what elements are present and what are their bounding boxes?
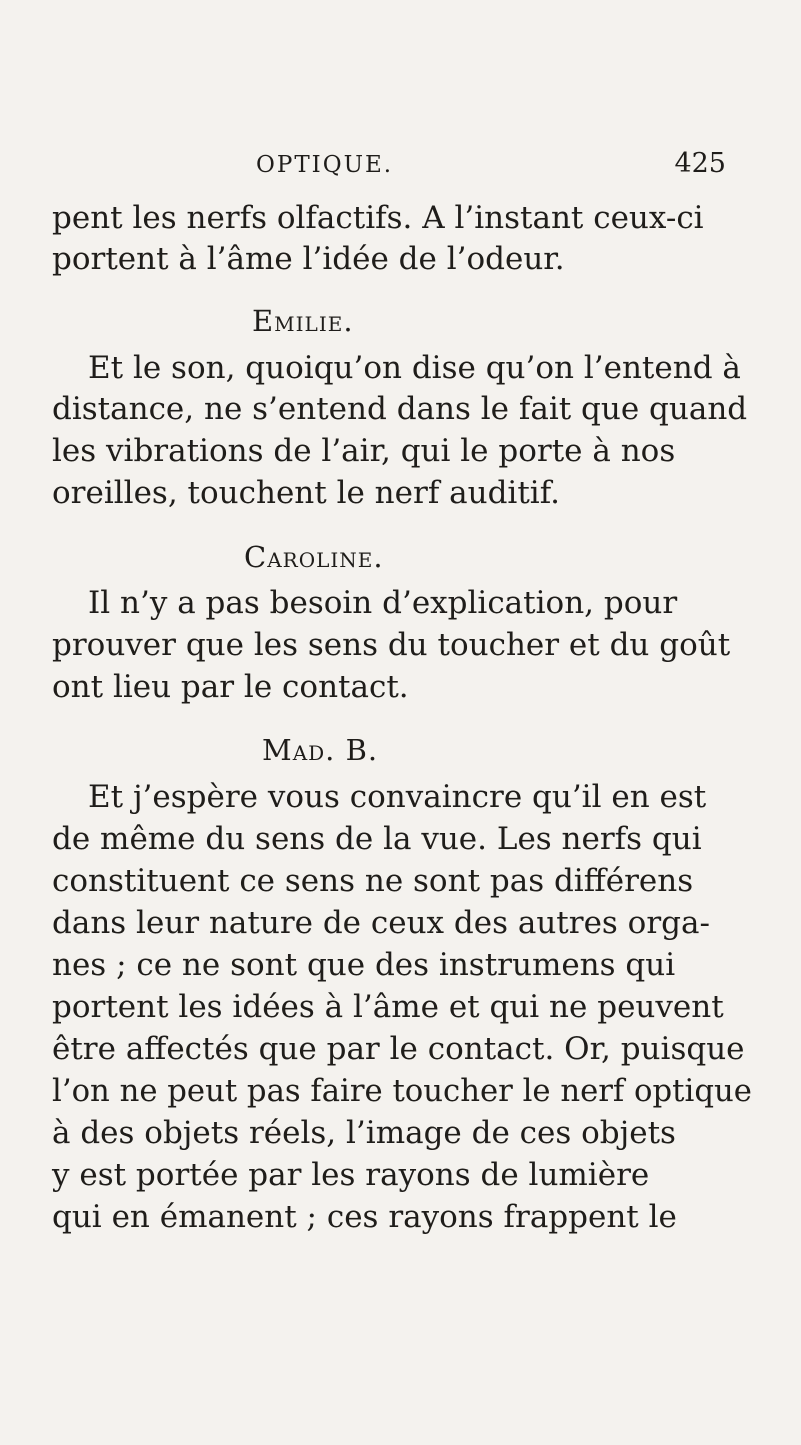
- text-line: prouver que les sens du toucher et du goût: [52, 627, 731, 663]
- text-line: Et j’espère vous convaincre qu’il en est: [88, 779, 707, 815]
- speaker-name: Emilie.: [252, 304, 354, 338]
- text-line: nes ; ce ne sont que des instrumens qui: [52, 947, 676, 983]
- running-head: OPTIQUE.: [256, 152, 394, 178]
- page-number: 425: [674, 148, 726, 179]
- text-line: constituent ce sens ne sont pas différens: [52, 863, 694, 899]
- text-line: de même du sens de la vue. Les nerfs qui: [52, 821, 702, 857]
- text-line: à des objets réels, l’image de ces objets: [52, 1115, 676, 1151]
- text-line: distance, ne s’entend dans le fait que quand: [52, 391, 748, 427]
- text-line: Et le son, quoiqu’on dise qu’on l’entend à: [88, 350, 741, 386]
- text-line: ont lieu par le contact.: [52, 669, 409, 705]
- text-line: les vibrations de l’air, qui le porte à nos: [52, 433, 676, 469]
- text-line: y est portée par les rayons de lumière: [52, 1157, 650, 1193]
- text-line: portent les idées à l’âme et qui ne peuvent: [52, 989, 724, 1025]
- text-line: l’on ne peut pas faire toucher le nerf optique: [52, 1073, 752, 1109]
- text-line: portent à l’âme l’idée de l’odeur.: [52, 241, 565, 277]
- text-line: oreilles, touchent le nerf auditif.: [52, 475, 560, 511]
- text-line: Il n’y a pas besoin d’explication, pour: [88, 585, 678, 621]
- speaker-name: Mad. B.: [262, 733, 379, 767]
- text-line: pent les nerfs olfactifs. A l’instant ceux-ci: [52, 200, 704, 236]
- speaker-name: Caroline.: [244, 540, 384, 574]
- text-line: qui en émanent ; ces rayons frappent le: [52, 1199, 677, 1235]
- text-line: dans leur nature de ceux des autres orga-: [52, 905, 710, 941]
- text-line: être affectés que par le contact. Or, puisque: [52, 1031, 745, 1067]
- page-header: [256, 148, 726, 192]
